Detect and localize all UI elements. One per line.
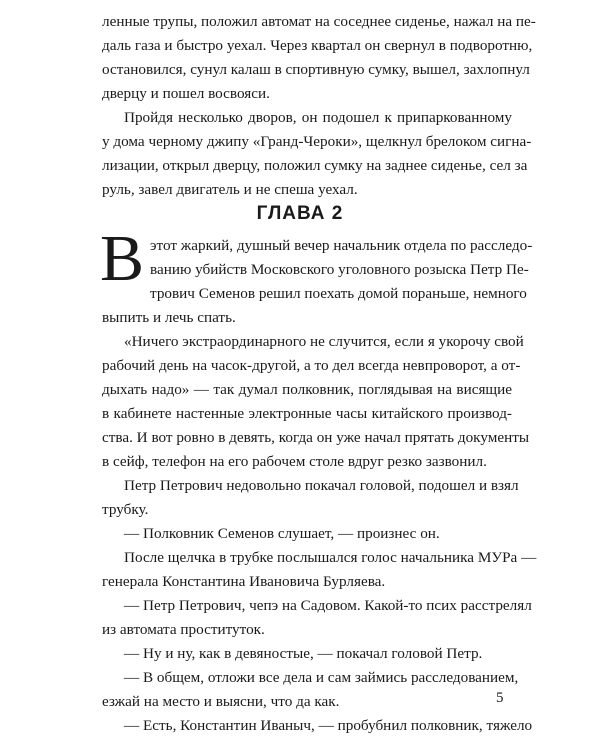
text-line: из автомата проституток.	[102, 621, 265, 638]
text-line: — В общем, отложи все дела и сам займись расследованием,	[124, 669, 519, 686]
text-line: — Ну и ну, как в девяностые, — покачал головой Петр.	[124, 645, 483, 662]
text-line: рабочий день на часок-другой, а то дел всегда невпроворот, а от-	[102, 357, 521, 374]
text-line: трович Семенов решил поехать домой пораньше, немного	[150, 285, 527, 302]
text-line: даль газа и быстро уехал. Через квартал он свернул в подворотню,	[102, 37, 533, 54]
chapter-title: ГЛАВА 2	[256, 203, 344, 224]
text-line: ства. И вот ровно в девять, когда он уже начал прятать документы	[102, 429, 530, 446]
text-line: — Петр Петрович, чепэ на Садовом. Какой-то псих расстрелял	[124, 597, 532, 614]
text-line: дыхать надо» — так думал полковник, поглядывая на висящие	[102, 381, 512, 398]
text-line: остановился, сунул калаш в спортивную сумку, вышел, захлопнул	[102, 61, 530, 78]
text-line: выпить и лечь спать.	[102, 309, 236, 326]
text-line: После щелчка в трубке послышался голос начальника МУРа —	[124, 549, 537, 566]
text-line: руль, завел двигатель и не спеша уехал.	[102, 181, 358, 198]
text-line: езжай на место и выясни, что да как.	[102, 693, 340, 710]
text-line: Пройдя несколько дворов, он подошел к припаркованному	[124, 109, 512, 126]
text-line: ванию убийств Московского уголовного розыска Петр Пе-	[150, 261, 529, 278]
text-line: — Есть, Константин Иваныч, — пробубнил полковник, тяжело	[124, 717, 533, 734]
text-line: в кабинете настенные электронные часы китайского производ-	[102, 405, 512, 422]
text-line: генерала Константина Ивановича Бурляева.	[102, 573, 386, 590]
text-line: дверцу и пошел восвояси.	[102, 85, 270, 102]
page-number: 5	[496, 690, 504, 706]
text-line: этот жаркий, душный вечер начальник отдела по расследо-	[150, 237, 533, 254]
text-line: лизации, открыл дверцу, положил сумку на заднее сиденье, сел за	[102, 157, 528, 174]
text-line: в сейф, телефон на его рабочем столе вдруг резко зазвонил.	[102, 453, 487, 470]
text-line: «Ничего экстраординарного не случится, если я укорочу свой	[124, 333, 524, 350]
text-line: у дома черному джипу «Гранд-Чероки», щелкнул брелоком сигна-	[102, 133, 532, 150]
text-line: ленные трупы, положил автомат на соседнее сиденье, нажал на пе-	[102, 13, 536, 30]
drop-cap: В	[100, 222, 145, 295]
text-line: Петр Петрович недовольно покачал головой, подошел и взял	[124, 477, 519, 494]
text-line: трубку.	[102, 501, 149, 518]
text-line: — Полковник Семенов слушает, — произнес он.	[124, 525, 440, 542]
